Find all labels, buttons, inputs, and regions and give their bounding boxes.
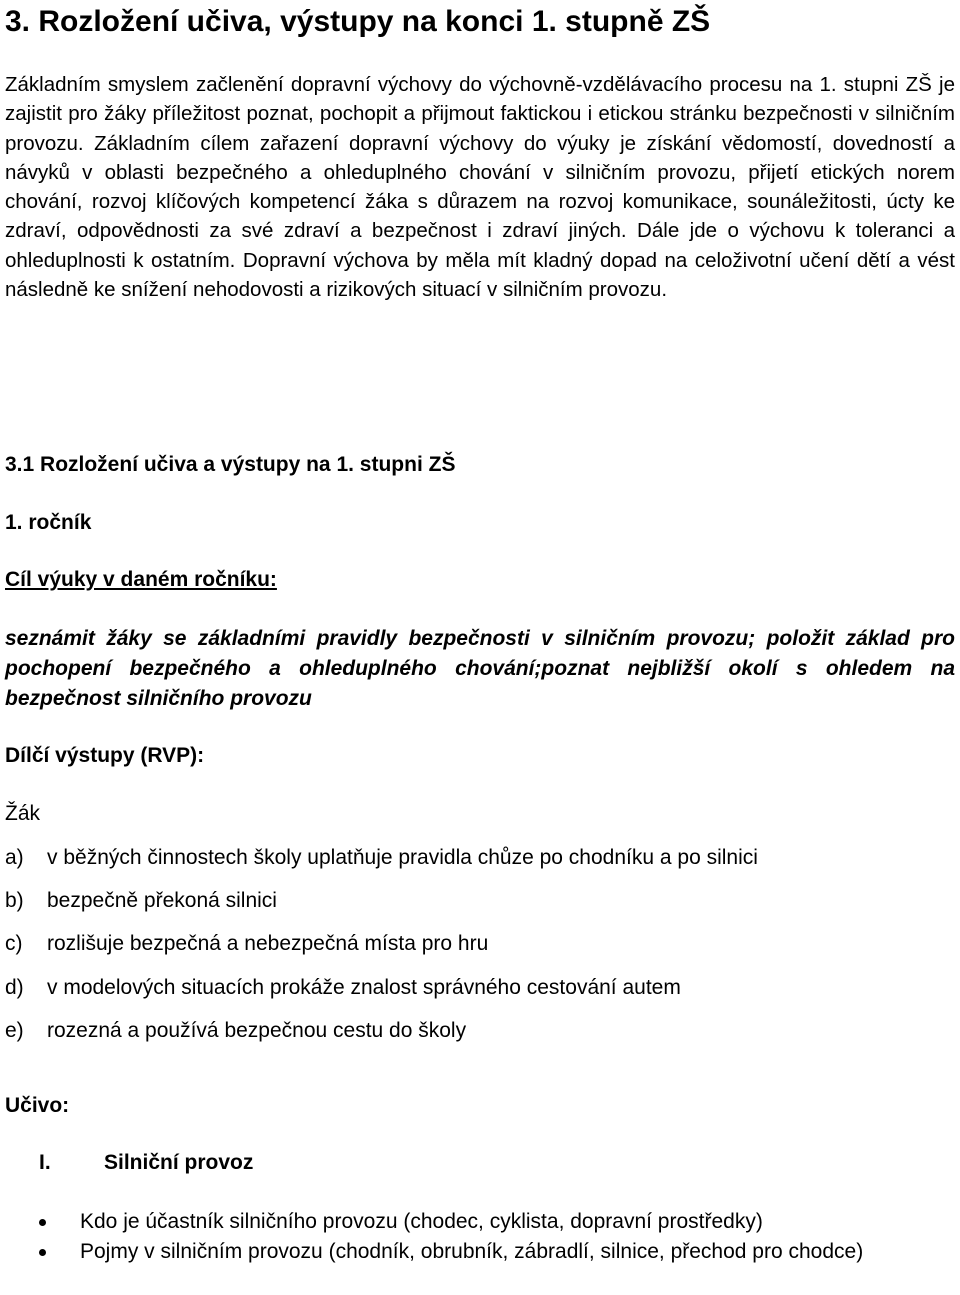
outcome-text: rozlišuje bezpečná a nebezpečná místa pro hru [47,932,489,955]
goal-text: seznámit žáky se základními pravidly bezpečnosti v silničním provozu; položit základ pro pochopení bezpečného a ohleduplného chování;poznat nejbližší okolí s ohledem na bezpečnost silničního provozu [5,627,955,710]
section-name: Silniční provoz [104,1151,254,1174]
outcomes-heading: Dílčí výstupy (RVP): [5,744,205,767]
outcome-item-a [5,845,758,871]
outcome-item-e [5,1018,466,1044]
bullet-text: Kdo je účastník silničního provozu (chodec, cyklista, dopravní prostředky) [80,1210,763,1233]
curriculum-bullet-list [5,1207,955,1267]
list-item [5,1207,955,1236]
outcome-item-c [5,931,488,957]
goal-heading: Cíl výuky v daném ročníku: [5,568,277,591]
bullet-text: Pojmy v silničním provozu (chodník, obrubník, zábradlí, silnice, přechod pro chodce) [80,1240,864,1263]
curriculum-section-heading [39,1150,253,1176]
outcome-letter: e) [5,1019,24,1042]
outcome-item-b [5,888,277,914]
outcome-text: v běžných činnostech školy uplatňuje pravidla chůze po chodníku a po silnici [47,846,758,869]
outcome-text: v modelových situacích prokáže znalost správného cestování autem [47,976,681,999]
grade-heading: 1. ročník [5,511,92,534]
outcome-item-d [5,975,681,1001]
outcome-letter: d) [5,976,24,999]
outcome-letter: c) [5,932,23,955]
outcome-letter: b) [5,889,24,912]
bullet-icon [39,1219,46,1226]
bullet-icon [39,1249,46,1256]
section-title: 3.1 Rozložení učiva a výstupy na 1. stupni ZŠ [5,453,456,476]
outcome-text: rozezná a používá bezpečnou cestu do školy [47,1019,467,1042]
outcome-letter: a) [5,846,24,869]
pupil-label: Žák [5,802,41,825]
outcome-text: bezpečně překoná silnici [47,889,277,912]
intro-paragraph: Základním smyslem začlenění dopravní výchovy do výchovně-vzdělávacího procesu na 1. stupni ZŠ je zajistit pro žáky příležitost poznat, pochopit a přijmout faktickou i etickou stránku bezpečnosti v silničním provozu. Základním cílem zařazení dopravní výchovy do výuky je získání vědomostí, dovedností a návyků v oblasti bezpečného a ohleduplného chování v silničním provozu, přijetí etických norem chování, rozvoj klíčových kompetencí žáka s důrazem na rozvoj komunikace, sounáležitosti, úcty ke zdraví, odpovědnosti za své zdraví a bezpečnost i zdraví jiných. Dále jde o výchovu k toleranci a ohleduplnosti k ostatním. Dopravní výchova by měla mít kladný dopad na celoživotní učení dětí a vést následně ke snížení nehodovosti a rizikových situací v silničním provozu. [5,73,955,302]
page-title: 3. Rozložení učiva, výstupy na konci 1. stupně ZŠ [5,5,711,38]
curriculum-heading: Učivo: [5,1094,70,1117]
list-item [5,1237,955,1266]
section-roman-numeral: I. [39,1151,51,1174]
